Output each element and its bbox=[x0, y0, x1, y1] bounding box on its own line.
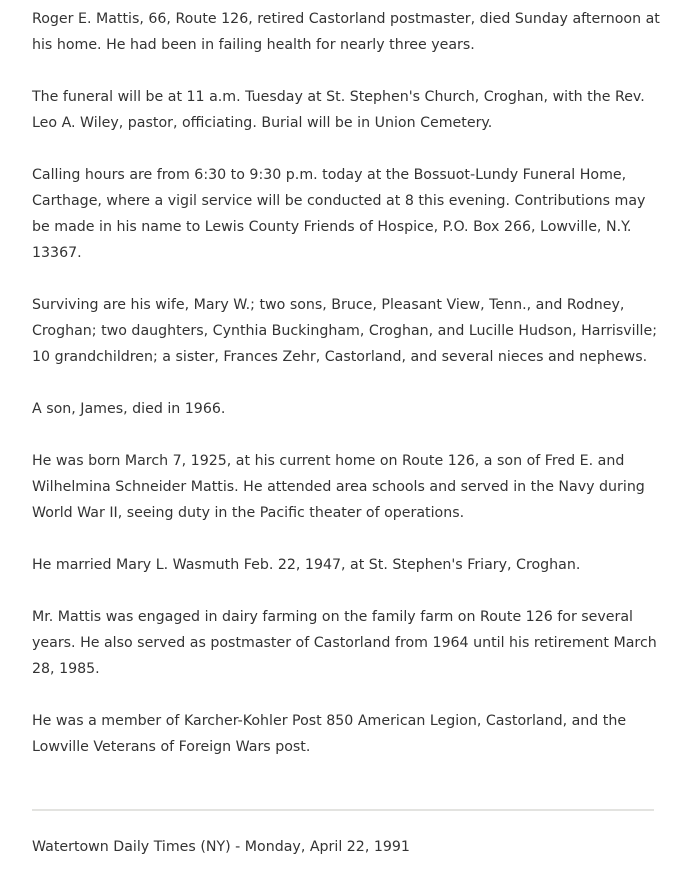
source-citation: Watertown Daily Times (NY) - Monday, April 22, 1991 bbox=[32, 839, 410, 855]
paragraph-predeceased: A son, James, died in 1966. bbox=[32, 401, 226, 417]
paragraph-funeral: The funeral will be at 11 a.m. Tuesday at St. Stephen's Church, Croghan, with the Rev. Leo A. Wiley, pastor, officiating. Burial will be in Union Cemetery. bbox=[32, 89, 645, 131]
obituary-article bbox=[32, 6, 662, 786]
paragraph-career: Mr. Mattis was engaged in dairy farming on the family farm on Route 126 for several years. He also served as postmaster of Castorland from 1964 until his retirement March 28, 1985. bbox=[32, 609, 657, 677]
paragraph-memberships: He was a member of Karcher-Kohler Post 850 American Legion, Castorland, and the Lowville Veterans of Foreign Wars post. bbox=[32, 713, 627, 755]
paragraph-calling-hours: Calling hours are from 6:30 to 9:30 p.m. today at the Bossuot-Lundy Funeral Home, Carthage, where a vigil service will be conducted at 8 this evening. Contributions may be made in his name to Lewis County Friends of Hospice, P.O. Box 266, Lowville, N.Y. 13367. bbox=[32, 167, 646, 261]
paragraph-survivors: Surviving are his wife, Mary W.; two sons, Bruce, Pleasant View, Tenn., and Rodney, Croghan; two daughters, Cynthia Buckingham, Croghan, and Lucille Hudson, Harrisville; 10 grandchildren; a sister, Frances Zehr, Castorland, and several nieces and nephews. bbox=[32, 297, 657, 365]
paragraph-marriage: He married Mary L. Wasmuth Feb. 22, 1947, at St. Stephen's Friary, Croghan. bbox=[32, 557, 581, 573]
paragraph-birth: He was born March 7, 1925, at his current home on Route 126, a son of Fred E. and Wilhelmina Schneider Mattis. He attended area schools and served in the Navy during World War II, seeing duty in the Pacific theater of operations. bbox=[32, 453, 645, 521]
divider bbox=[32, 809, 654, 811]
paragraph-death-notice: Roger E. Mattis, 66, Route 126, retired Castorland postmaster, died Sunday afternoon at his home. He had been in failing health for nearly three years. bbox=[32, 11, 660, 53]
